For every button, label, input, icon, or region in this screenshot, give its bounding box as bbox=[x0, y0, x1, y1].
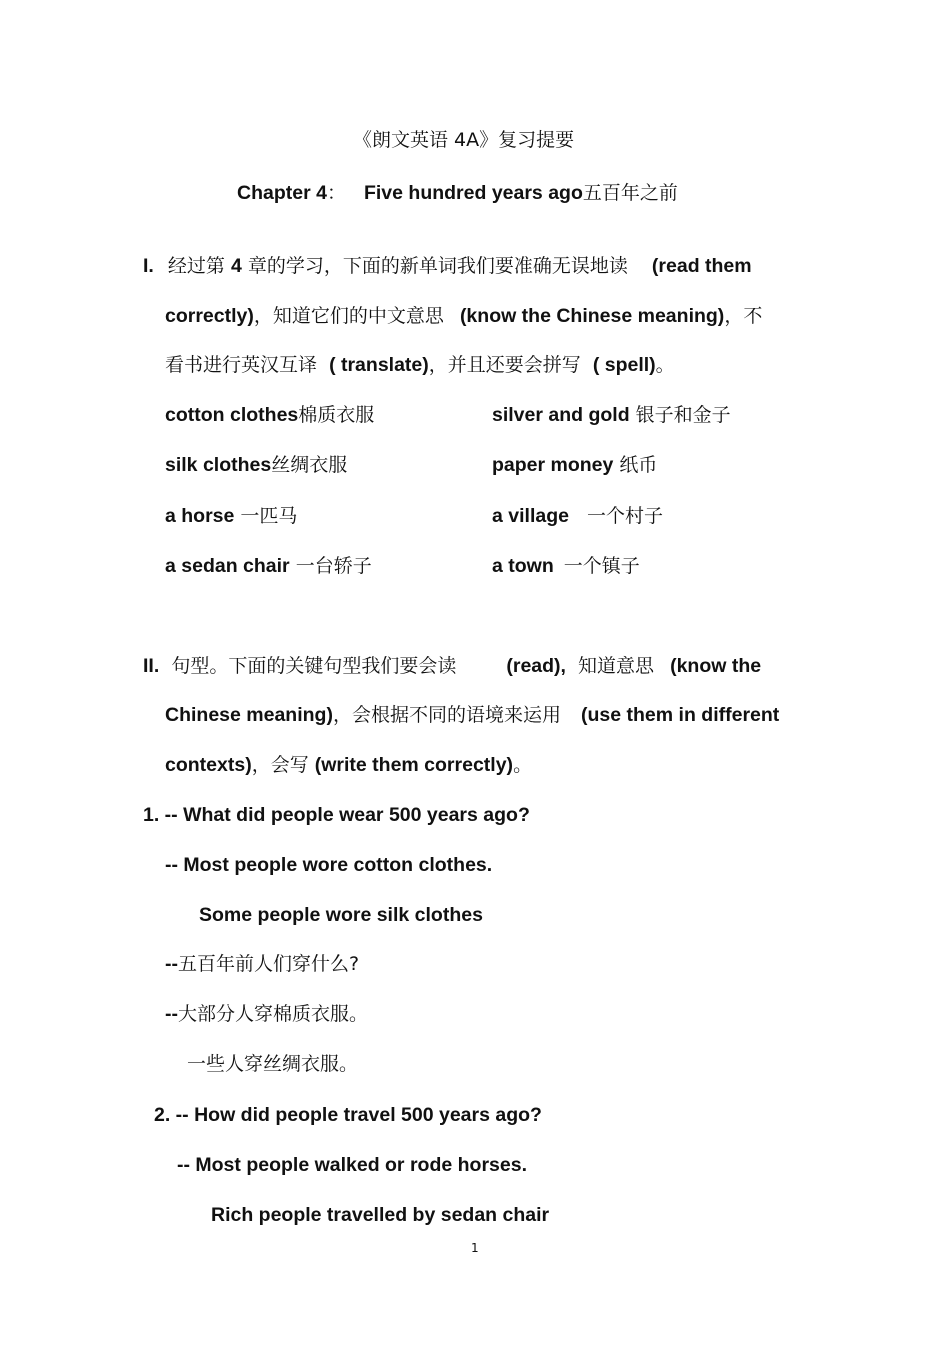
dialogue1-answer2-zh: 一些人穿丝绸衣服。 bbox=[187, 1053, 359, 1075]
section2-line2: Chinese meaning)，会根据不同的语境来运用 (use them in different bbox=[165, 704, 780, 726]
section1-line2: correctly)，知道它们的中文意思 (know the Chinese meaning)，不 bbox=[165, 305, 763, 327]
dialogue1-answer2: Some people wore silk clothes bbox=[199, 904, 483, 926]
page-number: 1 bbox=[471, 1241, 479, 1255]
vocab-item: silver and gold 银子和金子 bbox=[492, 404, 731, 426]
vocab-item: a town 一个镇子 bbox=[492, 555, 640, 577]
dialogue1-question-zh: --五百年前人们穿什么? bbox=[165, 953, 360, 975]
vocab-item: a village 一个村子 bbox=[492, 505, 663, 527]
chapter-heading: Chapter 4： Five hundred years ago五百年之前 bbox=[237, 182, 678, 204]
dialogue1-answer1-zh: --大部分人穿棉质衣服。 bbox=[165, 1003, 369, 1025]
section1-line1: I. 经过第 4 章的学习，下面的新单词我们要准确无误地读 (read them bbox=[143, 255, 752, 277]
dialogue1-answer1: -- Most people wore cotton clothes. bbox=[165, 854, 493, 876]
dialogue2-question: 2. -- How did people travel 500 years ago? bbox=[154, 1104, 542, 1126]
dialogue2-answer2: Rich people travelled by sedan chair bbox=[211, 1204, 550, 1226]
vocab-item: paper money 纸币 bbox=[492, 454, 658, 476]
section1-line3: 看书进行英汉互译 ( translate)，并且还要会拼写 ( spell)。 bbox=[165, 354, 675, 376]
dialogue2-answer1: -- Most people walked or rode horses. bbox=[177, 1154, 527, 1176]
vocab-item: cotton clothes棉质衣服 bbox=[165, 404, 375, 426]
vocab-item: a horse 一匹马 bbox=[165, 505, 298, 527]
vocab-item: silk clothes丝绸衣服 bbox=[165, 454, 348, 476]
section2-line1: II. 句型。下面的关键句型我们要会读 (read), 知道意思 (know the bbox=[143, 655, 762, 677]
dialogue1-question: 1. -- What did people wear 500 years ago? bbox=[143, 804, 530, 826]
section2-line3: contexts)，会写 (write them correctly)。 bbox=[165, 754, 533, 776]
document-title: 《朗文英语 4A》复习提要 bbox=[353, 129, 575, 151]
vocab-item: a sedan chair 一台轿子 bbox=[165, 555, 372, 577]
